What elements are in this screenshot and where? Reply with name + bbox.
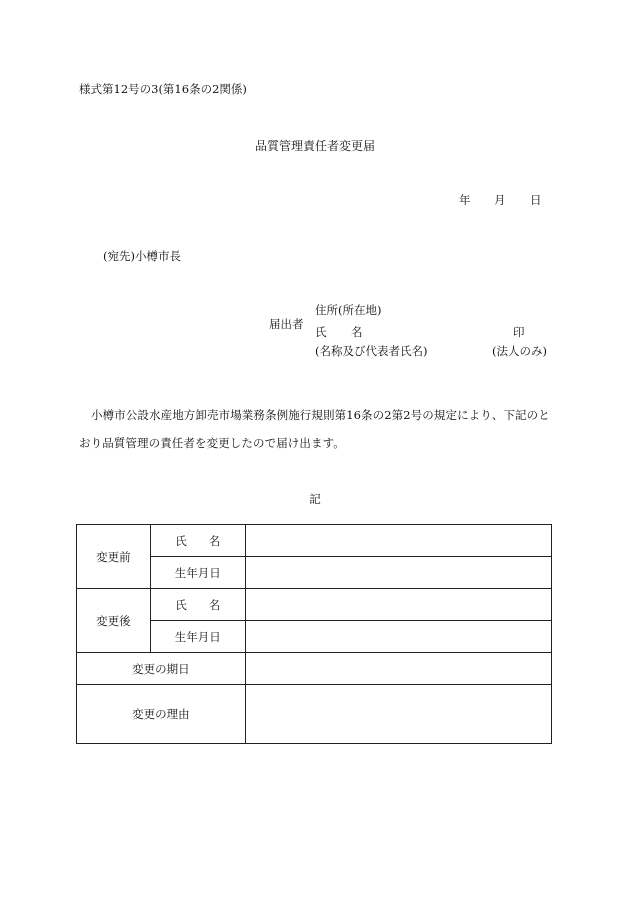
after-label: 変更後 xyxy=(77,589,151,653)
change-reason-label: 変更の理由 xyxy=(77,685,246,744)
addressee: (宛先)小樽市長 xyxy=(103,249,181,263)
applicant-name-label-right: 名 xyxy=(351,325,363,339)
ki-heading: 記 xyxy=(309,492,321,506)
before-name-field[interactable] xyxy=(245,525,551,557)
date-day-label: 日 xyxy=(530,193,542,207)
body-paragraph: 小樽市公設水産地方卸売市場業務条例施行規則第16条の2第2号の規定により、下記のとおり品質管理の責任者を変更したので届け出ます。 xyxy=(79,408,550,450)
document-title: 品質管理責任者変更届 xyxy=(254,139,375,153)
change-reason-field[interactable] xyxy=(245,685,551,744)
name-left-char: 氏 xyxy=(175,597,187,612)
before-label: 変更前 xyxy=(77,525,151,589)
after-name-field[interactable] xyxy=(245,589,551,621)
date-month-label: 月 xyxy=(494,193,506,207)
change-date-field[interactable] xyxy=(245,653,551,685)
name-left-char: 氏 xyxy=(175,533,187,548)
seal-label: 印 xyxy=(513,325,525,339)
applicant-label: 届出者 xyxy=(269,317,304,331)
date-year-label: 年 xyxy=(459,193,471,207)
before-birthdate-label: 生年月日 xyxy=(150,557,245,589)
after-birthdate-label: 生年月日 xyxy=(150,621,245,653)
applicant-name-label-left: 氏 xyxy=(315,325,327,339)
change-date-label: 変更の期日 xyxy=(77,653,246,685)
after-birthdate-field[interactable] xyxy=(245,621,551,653)
name-right-char: 名 xyxy=(208,533,221,548)
applicant-address-label: 住所(所在地) xyxy=(315,303,382,317)
name-note: (名称及び代表者氏名) xyxy=(315,344,428,358)
after-name-label xyxy=(150,589,245,621)
name-right-char: 名 xyxy=(208,597,221,612)
before-name-label xyxy=(150,525,245,557)
before-birthdate-field[interactable] xyxy=(245,557,551,589)
form-number: 様式第12号の3(第16条の2関係) xyxy=(79,82,247,96)
change-table xyxy=(76,524,552,744)
corporation-note: (法人のみ) xyxy=(492,344,547,358)
